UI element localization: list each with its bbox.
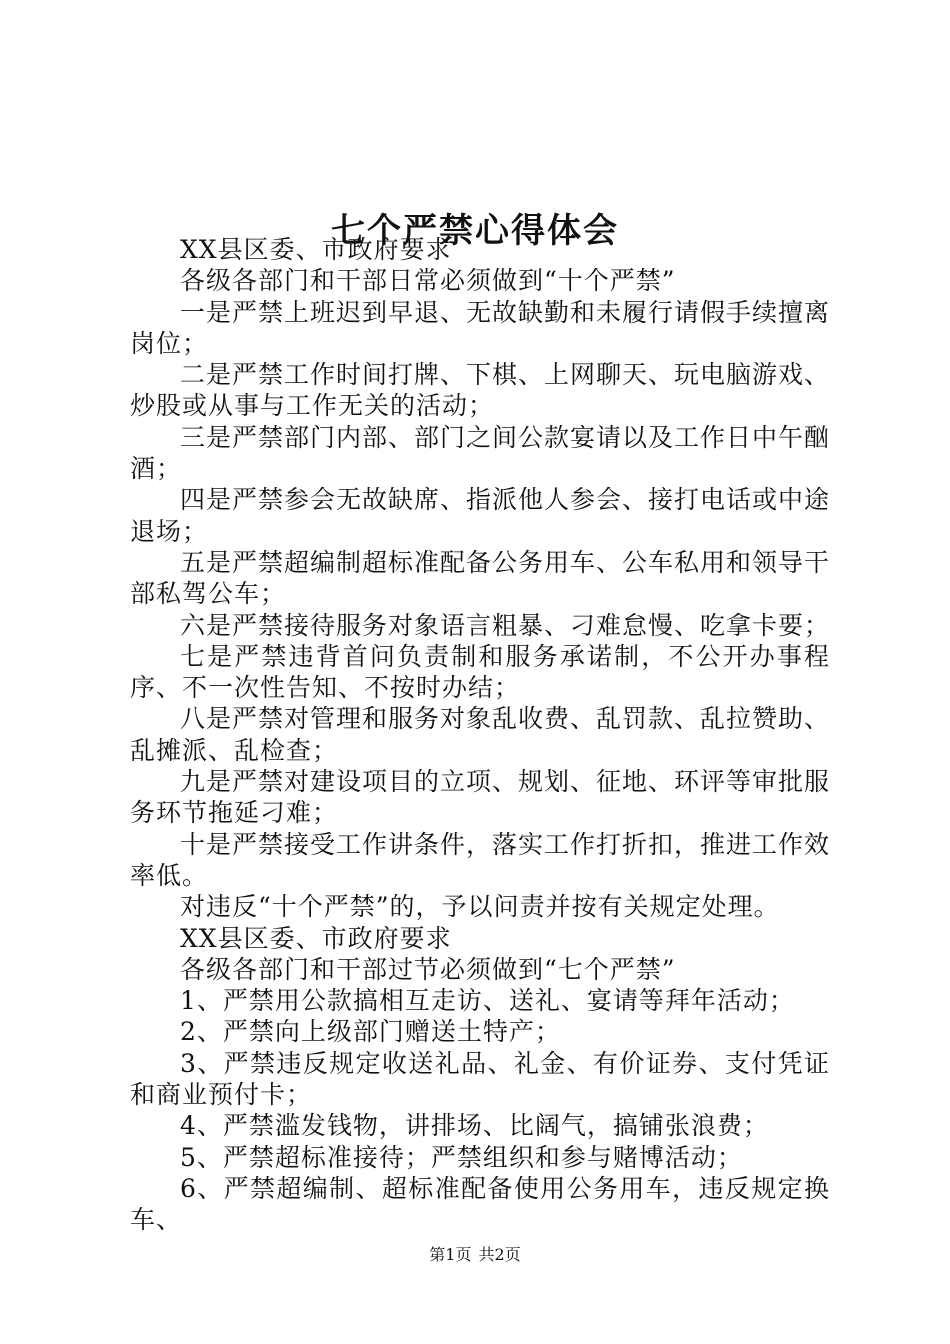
page-footer (0, 1244, 950, 1266)
paragraph: 三是严禁部门内部、部门之间公款宴请以及工作日中午酗酒； (130, 422, 831, 484)
paragraph: 4、严禁滥发钱物，讲排场、比阔气，搞铺张浪费； (180, 1111, 769, 1141)
document-title: 七个严禁心得体会 (331, 210, 619, 251)
page-number: 第1页 (429, 1245, 472, 1264)
paragraph: 八是严禁对管理和服务对象乱收费、乱罚款、乱拉赞助、乱摊派、乱检查； (130, 704, 831, 765)
paragraph: 五是严禁超编制超标准配备公务用车、公车私用和领导干部私驾公车； (130, 547, 831, 609)
paragraph: 九是严禁对建设项目的立项、规划、征地、环评等审批服务环节拖延刁难； (130, 767, 831, 828)
paragraph: 二是严禁工作时间打牌、下棋、上网聊天、玩电脑游戏、炒股或从事与工作无关的活动； (130, 360, 831, 421)
paragraph: 一是严禁上班迟到早退、无故缺勤和未履行请假手续擅离岗位； (130, 297, 831, 358)
paragraph: XX县区委、市政府要求 (180, 923, 452, 953)
paragraph: 十是严禁接受工作讲条件，落实工作打折扣，推进工作效率低。 (130, 829, 831, 890)
document-body (130, 234, 830, 1236)
paragraph: 6、严禁超编制、超标准配备使用公务用车，违反规定换车、 (130, 1173, 830, 1235)
paragraph: 对违反“十个严禁”的，予以问责并按有关规定处理。 (180, 892, 780, 922)
paragraph: 六是严禁接待服务对象语言粗暴、刁难怠慢、吃拿卡要； (180, 610, 831, 640)
paragraph: 各级各部门和干部过节必须做到“七个严禁” (180, 954, 676, 984)
page-total: 共2页 (478, 1245, 521, 1264)
paragraph: 3、严禁违反规定收送礼品、礼金、有价证券、支付凭证和商业预付卡； (130, 1048, 830, 1110)
paragraph: 各级各部门和干部日常必须做到“十个严禁” (180, 266, 676, 296)
paragraph: 5、严禁超标准接待；严禁组织和参与赌博活动； (180, 1142, 743, 1172)
paragraph: XX县区委、市政府要求 (180, 235, 452, 264)
paragraph: 1、严禁用公款搞相互走访、送礼、宴请等拜年活动； (180, 986, 795, 1016)
paragraph: 七是严禁违背首问负责制和服务承诺制，不公开办事程序、不一次性告知、不按时办结； (130, 641, 830, 703)
paragraph: 2、严禁向上级部门赠送土特产； (180, 1017, 561, 1047)
paragraph: 四是严禁参会无故缺席、指派他人参会、接打电话或中途退场； (130, 485, 831, 546)
